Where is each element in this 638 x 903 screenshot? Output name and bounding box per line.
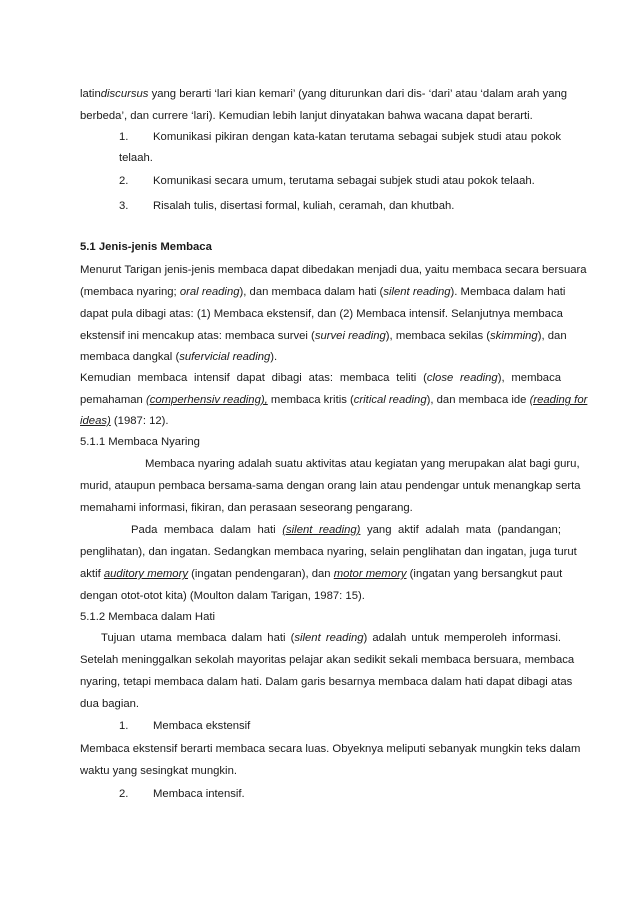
paragraph-line: Setelah meninggalkan sekolah mayoritas pelajar akan sedikit sekali membaca bersuara, membaca xyxy=(80,654,575,666)
paragraph-line: nyaring, tetapi membaca dalam hati. Dalam garis besarnya membaca dalam hati dapat dibagi atas xyxy=(80,676,573,688)
paragraph-line: Tujuan utama membaca dalam hati (silent reading) adalah untuk memperoleh informasi. xyxy=(101,632,561,644)
paragraph-line: dengan otot-otot kita) (Moulton dalam Tarigan, 1987: 15). xyxy=(80,590,365,602)
paragraph-line: murid, ataupun pembaca bersama-sama dengan orang lain atau pendengar untuk menangkap serta xyxy=(80,480,581,492)
paragraph-line: waktu yang sesingkat mungkin. xyxy=(80,765,237,777)
paragraph-line: Pada membaca dalam hati (silent reading) yang aktif adalah mata (pandangan; xyxy=(131,524,561,536)
intro-line-2: berbeda’, dan currere ‘lari). Kemudian lebih lanjut dinyatakan bahwa wacana dapat berarti. xyxy=(80,110,533,122)
paragraph-line: penglihatan), dan ingatan. Sedangkan membaca nyaring, selain penglihatan dan ingatan, juga turut xyxy=(80,546,577,558)
subsection-heading: 5.1.1 Membaca Nyaring xyxy=(80,436,200,448)
paragraph-line: ideas) (1987: 12). xyxy=(80,415,169,427)
paragraph-line: memahami informasi, fikiran, dan perasaan seseorang pengarang. xyxy=(80,502,413,514)
list-item: Membaca intensif. xyxy=(153,788,245,800)
paragraph-line: dapat pula dibagi atas: (1) Membaca ekstensif, dan (2) Membaca intensif. Selanjutnya membaca xyxy=(80,308,563,320)
paragraph-line: pemahaman (comperhensiv reading), membaca kritis (critical reading), dan membaca ide (reading for xyxy=(80,394,588,406)
paragraph-line: ekstensif ini mencakup atas: membaca survei (survei reading), membaca sekilas (skimming), dan xyxy=(80,330,567,342)
list-item-number: 2. xyxy=(119,175,129,187)
list-item: Komunikasi secara umum, terutama sebagai subjek studi atau pokok telaah. xyxy=(153,175,535,187)
paragraph-line: aktif auditory memory (ingatan pendengaran), dan motor memory (ingatan yang bersangkut paut xyxy=(80,568,563,580)
paragraph-line: Membaca nyaring adalah suatu aktivitas atau kegiatan yang merupakan alat bagi guru, xyxy=(145,458,580,470)
paragraph-line: Kemudian membaca intensif dapat dibagi atas: membaca teliti (close reading), membaca xyxy=(80,372,561,384)
paragraph-line: membaca dangkal (sufervicial reading). xyxy=(80,351,278,363)
paragraph-line: Membaca ekstensif berarti membaca secara luas. Obyeknya meliputi sebanyak mungkin teks dalam xyxy=(80,743,581,755)
section-heading: 5.1 Jenis-jenis Membaca xyxy=(80,241,212,253)
list-item-continuation: telaah. xyxy=(119,152,153,164)
paragraph-line: Menurut Tarigan jenis-jenis membaca dapat dibedakan menjadi dua, yaitu membaca secara bersuara xyxy=(80,264,587,276)
list-item-number: 2. xyxy=(119,788,129,800)
list-item: Membaca ekstensif xyxy=(153,720,251,732)
list-item-number: 1. xyxy=(119,131,129,143)
intro-line-1: latindiscursus yang berarti ‘lari kian kemari’ (yang diturunkan dari dis- ‘dari’ atau ‘dalam arah yang xyxy=(80,88,568,100)
list-item-number: 3. xyxy=(119,200,129,212)
list-item: Komunikasi pikiran dengan kata-katan terutama sebagai subjek studi atau pokok xyxy=(153,131,561,143)
list-item-number: 1. xyxy=(119,720,129,732)
paragraph-line: (membaca nyaring; oral reading), dan membaca dalam hati (silent reading). Membaca dalam hati xyxy=(80,286,566,298)
paragraph-line: dua bagian. xyxy=(80,698,140,710)
subsection-heading: 5.1.2 Membaca dalam Hati xyxy=(80,611,216,623)
list-item: Risalah tulis, disertasi formal, kuliah, ceramah, dan khutbah. xyxy=(153,200,455,212)
